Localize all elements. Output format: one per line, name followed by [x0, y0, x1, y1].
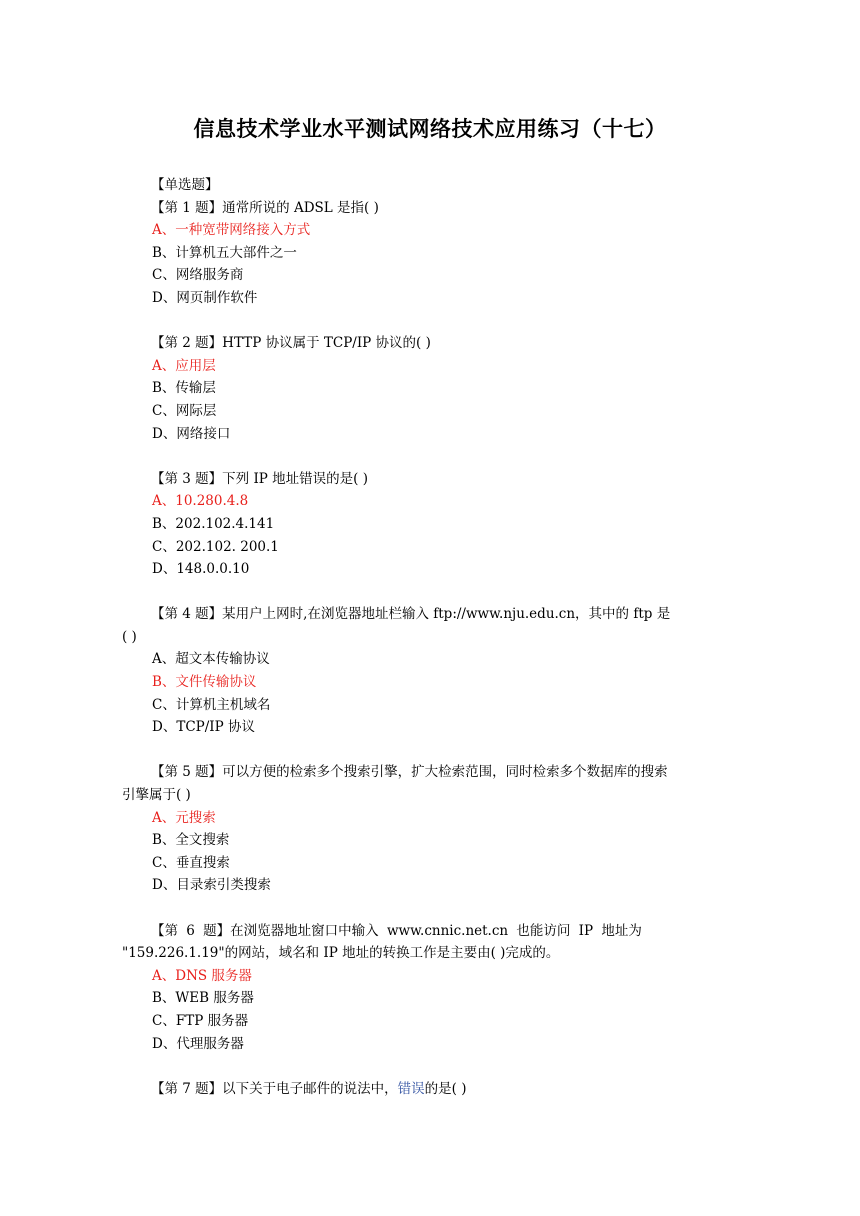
spacer — [122, 897, 740, 920]
question-7-stem — [122, 1078, 740, 1101]
question-4-option-c: C、计算机主机域名 — [152, 696, 271, 713]
question-list — [122, 174, 740, 1100]
question-6-option-a: A、DNS 服务器 — [152, 967, 252, 984]
question-3-option-d: D、148.0.0.10 — [152, 561, 250, 578]
question-5-option-b: B、全文搜索 — [152, 832, 230, 849]
question-3-option-c: C、202.102. 200.1 — [152, 538, 279, 555]
question-2-option-d: D、网络接口 — [152, 425, 231, 442]
question-5-stem-line2: 引擎属于( ) — [122, 787, 191, 804]
question-6-option-c: C、FTP 服务器 — [152, 1012, 249, 1029]
question-6-option-b: B、WEB 服务器 — [152, 990, 254, 1007]
question-3-stem: 【第 3 题】下列 IP 地址错误的是( ) — [151, 470, 368, 487]
question-6-stem-line2: "159.226.1.19"的网站，域名和 IP 地址的转换工作是主要由( )完成的。 — [122, 945, 560, 962]
question-1-option-b: B、计算机五大部件之一 — [152, 244, 297, 261]
question-2-option-c: C、网际层 — [152, 402, 217, 419]
question-5-stem-line1: 【第 5 题】可以方便的检索多个搜索引擎，扩大检索范围，同时检索多个数据库的搜索 — [151, 764, 668, 781]
question-4-stem-line1: 【第 4 题】某用户上网时,在浏览器地址栏输入 ftp://www.nju.edu.cn，其中的 ftp 是 — [151, 606, 671, 623]
section-heading: 【单选题】 — [151, 177, 219, 193]
question-6-stem-line1: 【第 6 题】在浏览器地址窗口中输入 www.cnnic.net.cn 也能访问 IP 地址为 — [151, 922, 642, 939]
spacer — [122, 739, 740, 762]
spacer — [122, 445, 740, 468]
spacer — [122, 310, 740, 333]
document-title: 信息技术学业水平测试网络技术应用练习（十七） — [193, 117, 667, 141]
question-7-stem-prefix: 【第 7 题】以下关于电子邮件的说法中， — [151, 1080, 398, 1097]
question-3-option-a: A、10.280.4.8 — [152, 493, 249, 510]
question-3-option-b: B、202.102.4.141 — [152, 515, 275, 532]
question-2-stem: 【第 2 题】HTTP 协议属于 TCP/IP 协议的( ) — [151, 335, 431, 352]
spacer — [122, 1055, 740, 1078]
question-1-option-c: C、网络服务商 — [152, 267, 244, 284]
question-1-option-d: D、网页制作软件 — [152, 289, 258, 306]
question-5-option-d: D、目录索引类搜索 — [152, 877, 271, 894]
question-6-option-d: D、代理服务器 — [152, 1035, 244, 1052]
question-4-option-a: A、超文本传输协议 — [152, 651, 270, 668]
spacer — [122, 581, 740, 604]
question-4-option-b: B、文件传输协议 — [152, 674, 257, 691]
question-2-option-b: B、传输层 — [152, 380, 216, 397]
question-4-stem-line2: ( ) — [122, 628, 137, 645]
question-7-stem-suffix: 的是( ) — [424, 1080, 467, 1097]
question-2-option-a: A、应用层 — [152, 357, 216, 374]
question-7-stem-highlight: 错误 — [397, 1080, 425, 1097]
question-5-option-c: C、垂直搜索 — [152, 854, 230, 871]
question-4-option-d: D、TCP/IP 协议 — [152, 719, 255, 736]
question-1-stem: 【第 1 题】通常所说的 ADSL 是指( ) — [151, 199, 379, 216]
question-5-option-a: A、元搜索 — [152, 809, 216, 826]
question-1-option-a: A、一种宽带网络接入方式 — [152, 222, 311, 239]
